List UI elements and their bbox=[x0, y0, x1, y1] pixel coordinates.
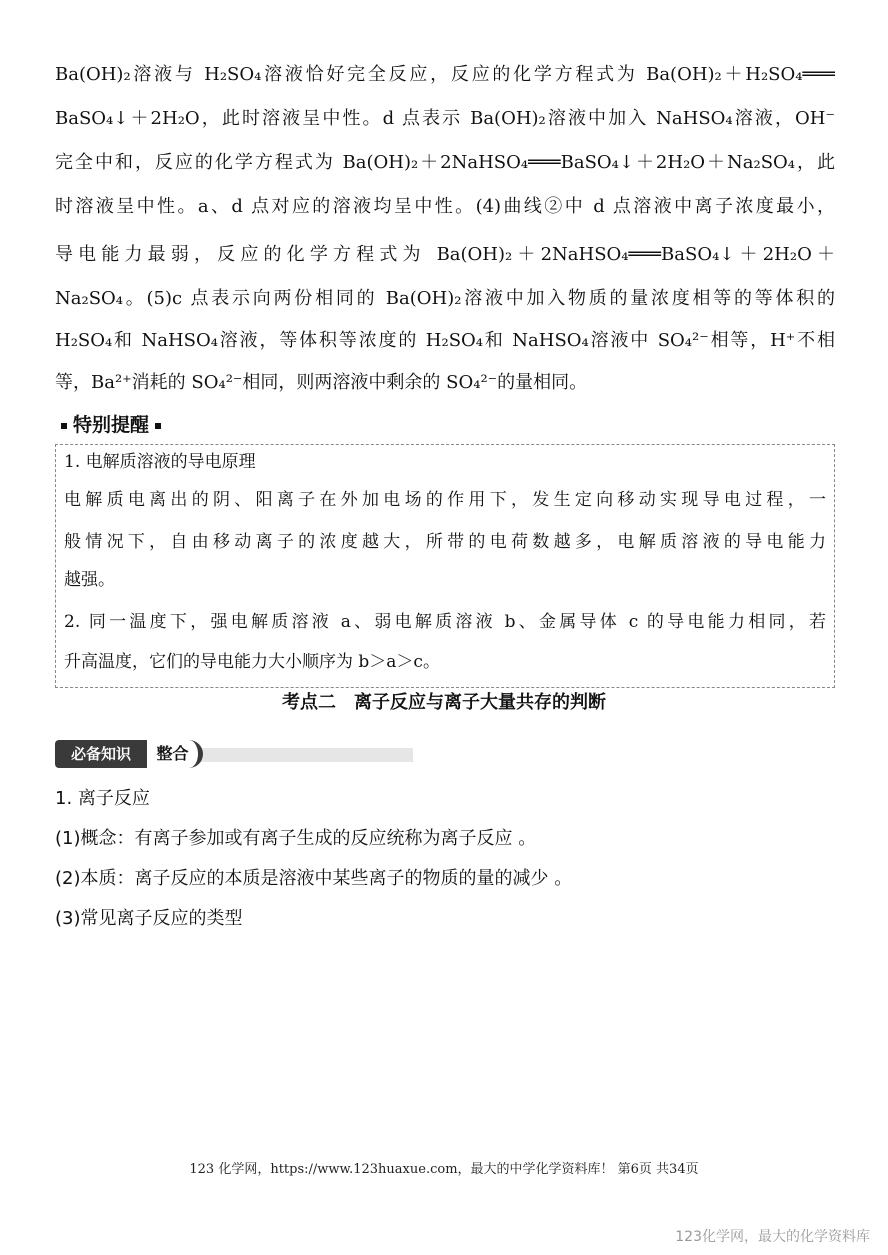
tip-title bbox=[55, 410, 167, 440]
tip-line: 越强。 bbox=[64, 570, 115, 590]
knowledge-tag bbox=[55, 740, 415, 768]
square-bullet-icon bbox=[61, 423, 67, 429]
paragraph-line: Na₂SO₄。(5)c 点表示向两份相同的 Ba(OH)₂溶液中加入物质的量浓度相等的等体积的 bbox=[55, 288, 835, 309]
tip-box bbox=[55, 444, 835, 688]
knowledge-line: (1)概念：有离子参加或有离子生成的反应统称为离子反应 。 bbox=[55, 828, 537, 849]
paragraph-line: 等，Ba²⁺消耗的 SO₄²⁻相同，则两溶液中剩余的 SO₄²⁻的量相同。 bbox=[55, 372, 588, 393]
knowledge-heading: 1. 离子反应 bbox=[55, 788, 150, 809]
paragraph-line: 完全中和，反应的化学方程式为 Ba(OH)₂＋2NaHSO₄═══BaSO₄↓＋2H₂O＋Na₂SO₄，此 bbox=[55, 152, 835, 173]
tag-dark-label: 必备知识 bbox=[55, 740, 147, 768]
knowledge-line: (3)常见离子反应的类型 bbox=[55, 908, 243, 929]
paragraph-line: BaSO₄↓＋2H₂O，此时溶液呈中性。d 点表示 Ba(OH)₂溶液中加入 NaHSO₄溶液，OH⁻ bbox=[55, 108, 835, 129]
tip-title-text: 特别提醒 bbox=[73, 414, 150, 436]
tag-bar bbox=[195, 748, 413, 762]
square-bullet-icon bbox=[155, 423, 161, 429]
tag-light-label: 整合 bbox=[147, 740, 203, 768]
watermark: 123化学网，最大的化学资料库 bbox=[675, 1229, 870, 1245]
knowledge-line: (2)本质：离子反应的本质是溶液中某些离子的物质的量的减少 。 bbox=[55, 868, 573, 889]
page-footer: 123 化学网，https://www.123huaxue.com，最大的中学化学资料库！ 第6页 共34页 bbox=[189, 1162, 699, 1177]
tip-line: 升高温度，它们的导电能力大小顺序为 b＞a＞c。 bbox=[64, 652, 440, 672]
tip-line: 1. 电解质溶液的导电原理 bbox=[64, 452, 256, 472]
tip-line: 2. 同一温度下，强电解质溶液 a、弱电解质溶液 b、金属导体 c 的导电能力相同，若 bbox=[64, 612, 826, 632]
paragraph-line: Ba(OH)₂溶液与 H₂SO₄溶液恰好完全反应，反应的化学方程式为 Ba(OH)₂＋H₂SO₄═══ bbox=[55, 64, 835, 85]
paragraph-line: 导电能力最弱，反应的化学方程式为 Ba(OH)₂＋2NaHSO₄═══BaSO₄↓＋2H₂O＋ bbox=[55, 244, 835, 265]
tip-line: 电解质电离出的阴、阳离子在外加电场的作用下，发生定向移动实现导电过程，一 bbox=[64, 490, 826, 510]
tip-line: 般情况下，自由移动离子的浓度越大，所带的电荷数越多，电解质溶液的导电能力 bbox=[64, 532, 826, 552]
paragraph-line: 时溶液呈中性。a、d 点对应的溶液均呈中性。(4)曲线②中 d 点溶液中离子浓度最小， bbox=[55, 196, 835, 217]
section-heading: 考点二 离子反应与离子大量共存的判断 bbox=[282, 692, 606, 713]
paragraph-line: H₂SO₄和 NaHSO₄溶液，等体积等浓度的 H₂SO₄和 NaHSO₄溶液中 SO₄²⁻相等，H⁺不相 bbox=[55, 330, 835, 351]
